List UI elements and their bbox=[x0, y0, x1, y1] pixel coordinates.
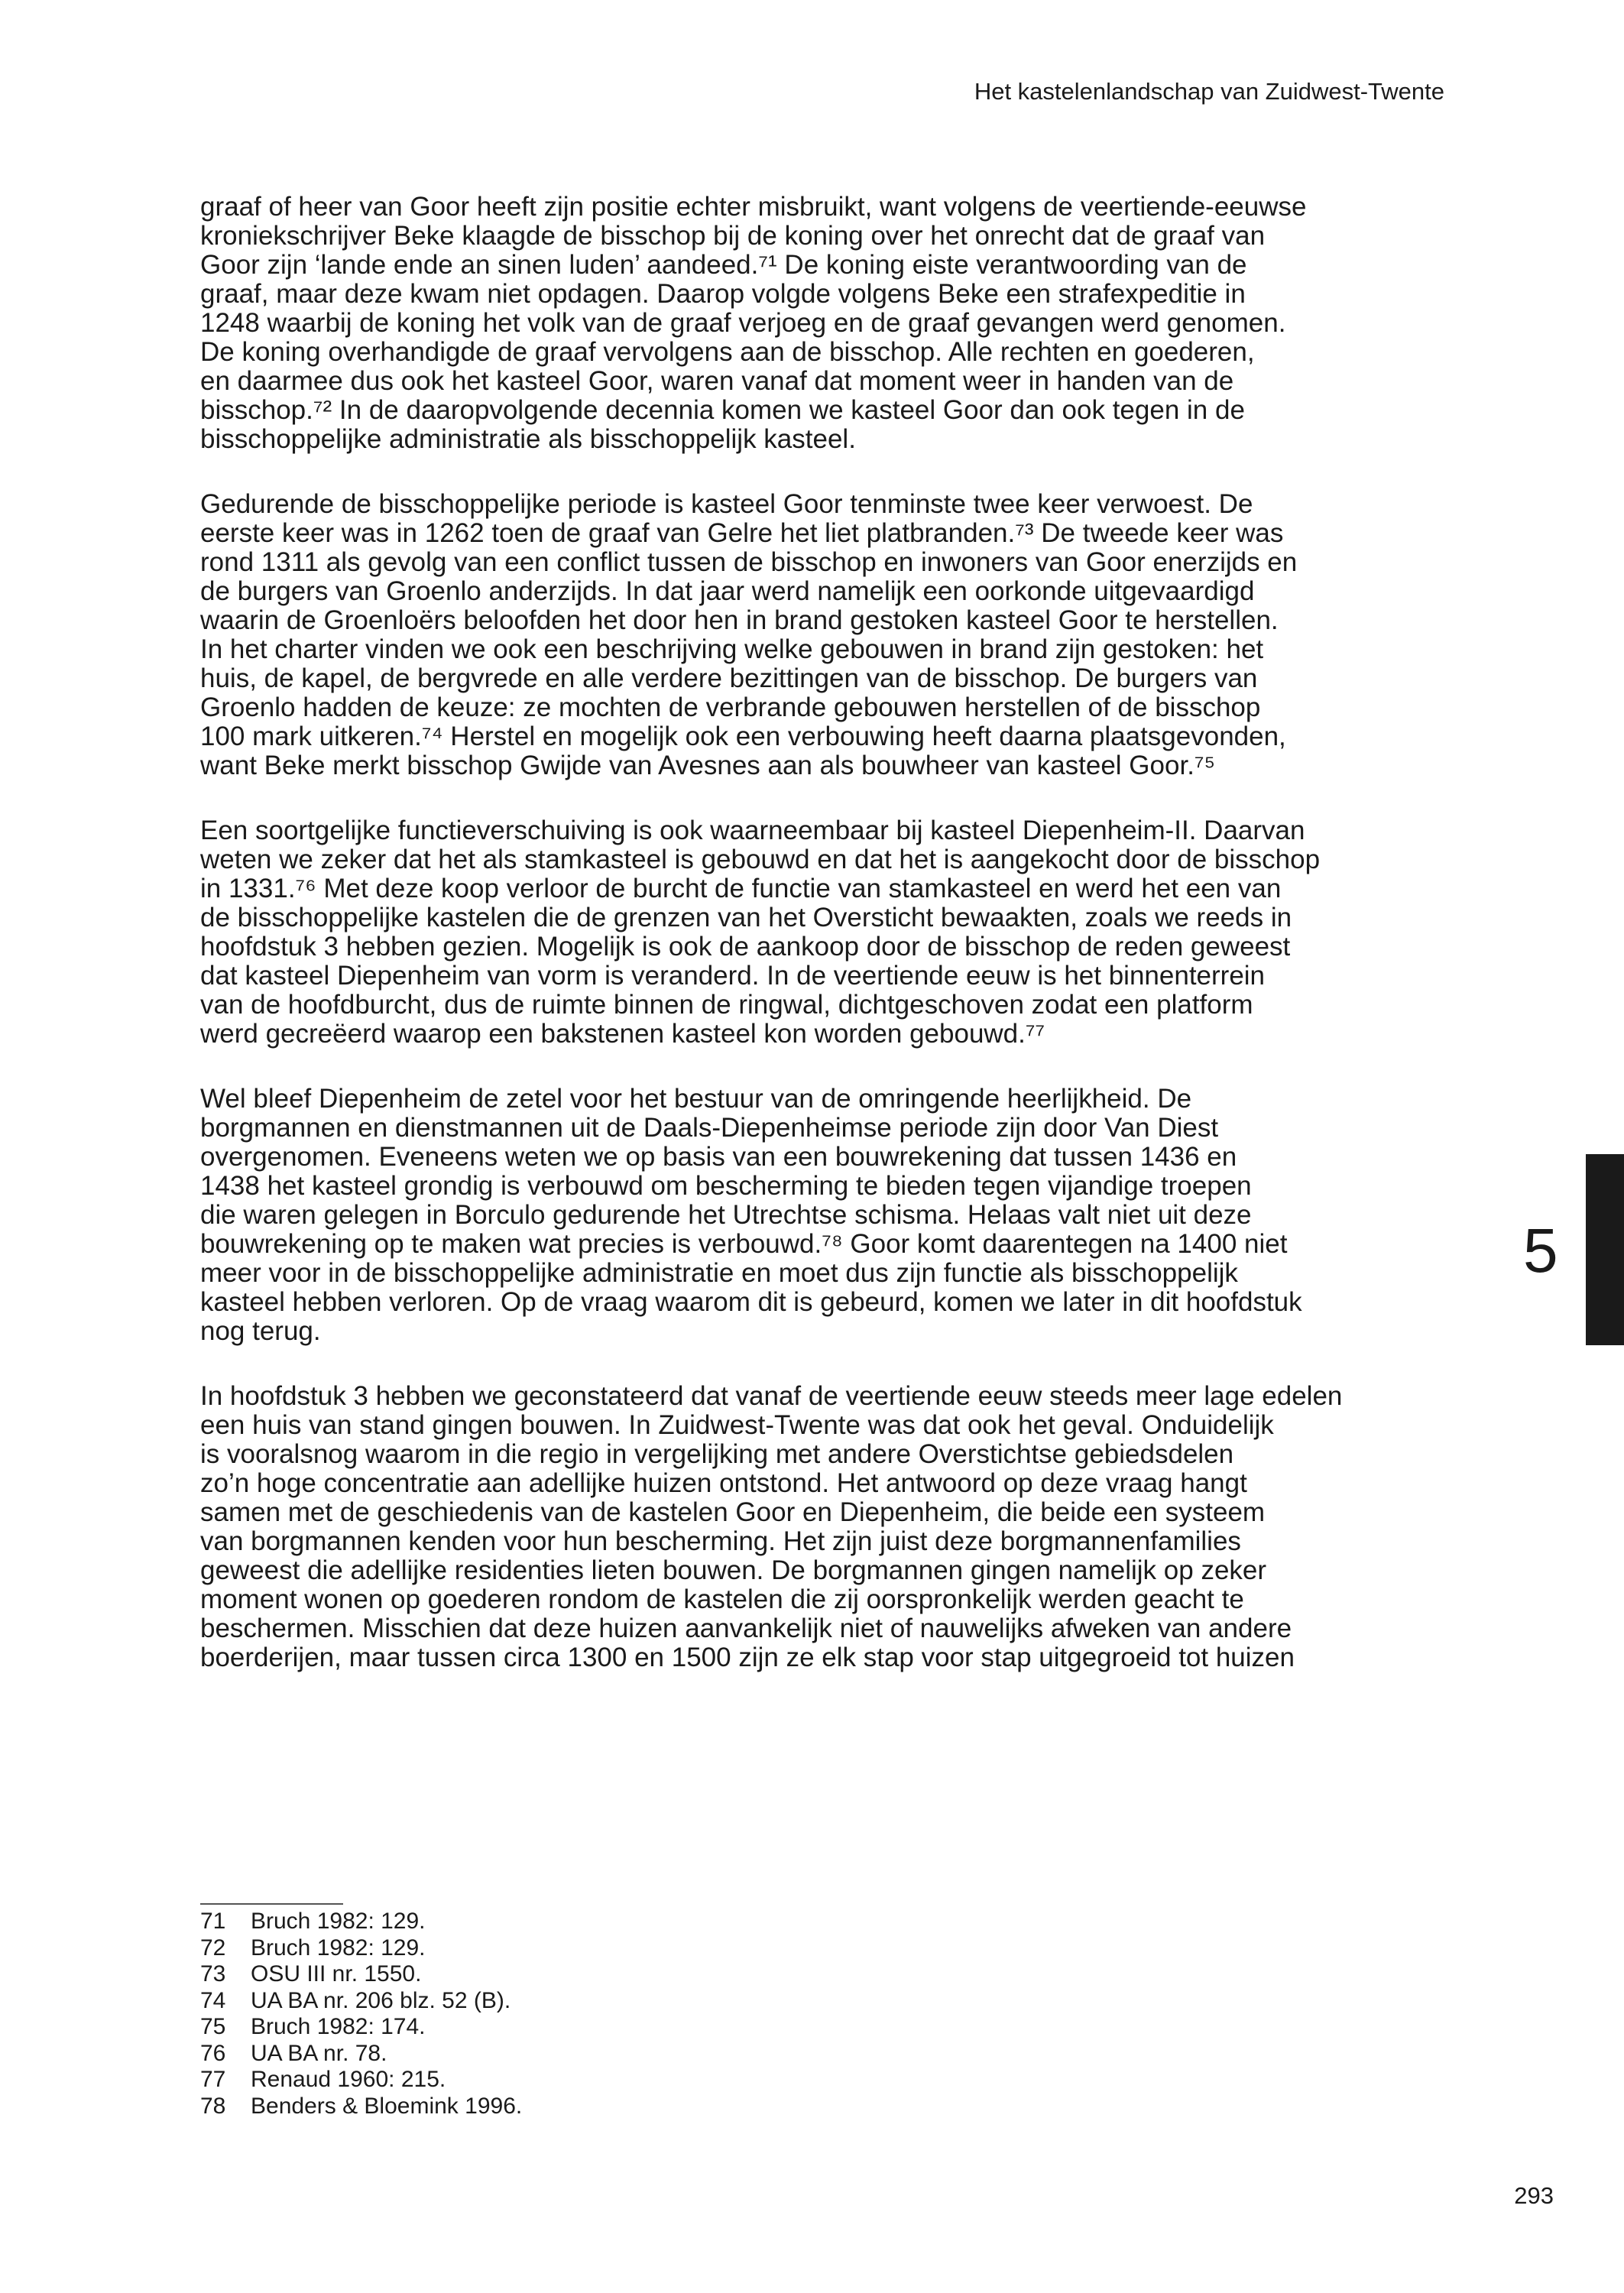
footnote bbox=[200, 2041, 522, 2068]
footnote-number: 71 bbox=[200, 1909, 226, 1934]
footnote-rule bbox=[200, 1903, 343, 1905]
paragraph: graaf of heer van Goor heeft zijn positie echter misbruikt, want volgens de veertiende-eeuwse kroniekschrijver Beke klaagde de bisschop bij de koning over het onrecht dat de graaf van Goor zijn ‘lande ende an sinen luden’ aandeed.⁷¹ De koning eiste verantwoording van de graaf, maar deze kwam niet opdagen. Daarop volgde volgens Beke een strafexpeditie in 1248 waarbij de koning het volk van de graaf verjoeg en de graaf gevangen werd genomen. De koning overhandigde de graaf vervolgens aan de bisschop. Alle rechten en goederen, en daarmee dus ook het kasteel Goor, waren vanaf dat moment weer in handen van de bisschop.⁷² In de daaropvolgende decennia komen we kasteel Goor dan ook tegen in de bisschoppelijke administratie als bisschoppelijk kasteel. bbox=[200, 192, 1307, 454]
footnote-number: 75 bbox=[200, 2014, 226, 2039]
footnote bbox=[200, 1961, 522, 1988]
footnote-text: OSU III nr. 1550. bbox=[251, 1961, 422, 1987]
paragraph: In hoofdstuk 3 hebben we geconstateerd dat vanaf de veertiende eeuw steeds meer lage edelen een huis van stand gingen bouwen. In Zuidwest-Twente was dat ook het geval. Onduidelijk is vooralsnog waarom in die regio in vergelijking met andere Overstichtse gebiedsdelen zo’n hoge concentratie aan adellijke huizen ontstond. Het antwoord op deze vraag hangt samen met de geschiedenis van de kastelen Goor en Diepenheim, die beide een systeem van borgmannen kenden voor hun bescherming. Het zijn juist deze borgmannenfamilies geweest die adellijke residenties lieten bouwen. De borgmannen gingen namelijk op zeker moment wonen op goederen rondom de kastelen die zij oorspronkelijk werden geacht te beschermen. Misschien dat deze huizen aanvankelijk niet of nauwelijks afweken van andere boerderijen, maar tussen circa 1300 en 1500 zijn ze elk stap voor stap uitgegroeid tot huizen bbox=[200, 1381, 1343, 1672]
footnote-number: 76 bbox=[200, 2040, 226, 2066]
footnote-text: UA BA nr. 78. bbox=[251, 2040, 387, 2066]
footnote bbox=[200, 1988, 522, 2015]
footnote bbox=[200, 2067, 522, 2094]
footnotes bbox=[200, 1909, 522, 2119]
chapter-number: 5 bbox=[1523, 1216, 1558, 1286]
paragraph: Gedurende de bisschoppelijke periode is kasteel Goor tenminste twee keer verwoest. De eerste keer was in 1262 toen de graaf van Gelre het liet platbranden.⁷³ De tweede keer was rond 1311 als gevolg van een conflict tussen de bisschop en inwoners van Goor enerzijds en de burgers van Groenlo anderzijds. In dat jaar werd namelijk een oorkonde uitgevaardigd waarin de Groenloërs beloofden het door hen in brand gestoken kasteel Goor te herstellen. In het charter vinden we ook een beschrijving welke gebouwen in brand zijn gestoken: het huis, de kapel, de bergvrede en alle verdere bezittingen van de bisschop. De burgers van Groenlo hadden de keuze: ze mochten de verbrande gebouwen herstellen of de bisschop 100 mark uitkeren.⁷⁴ Herstel en mogelijk ook een verbouwing heeft daarna plaatsgevonden, want Beke merkt bisschop Gwijde van Avesnes aan als bouwheer van kasteel Goor.⁷⁵ bbox=[200, 489, 1298, 780]
footnote-text: Benders & Bloemink 1996. bbox=[251, 2093, 523, 2119]
footnote bbox=[200, 1909, 522, 1935]
footnote-text: Bruch 1982: 129. bbox=[251, 1935, 426, 1961]
footnote bbox=[200, 2094, 522, 2120]
footnote-number: 77 bbox=[200, 2067, 226, 2092]
footnote-number: 78 bbox=[200, 2093, 226, 2119]
footnote-number: 74 bbox=[200, 1987, 226, 2013]
footnote bbox=[200, 1935, 522, 1962]
footnote-text: Renaud 1960: 215. bbox=[251, 2067, 446, 2092]
body-text bbox=[200, 193, 1442, 1672]
chapter-thumb-tab bbox=[1586, 1154, 1624, 1345]
paragraph: Een soortgelijke functieverschuiving is ook waarneembaar bij kasteel Diepenheim-II. Daarvan weten we zeker dat het als stamkasteel is gebouwd en dat het is aangekocht door de bisschop in 1331.⁷⁶ Met deze koop verloor de burcht de functie van stamkasteel en werd het een van de bisschoppelijke kastelen die de grenzen van het Oversticht bewaakten, zoals we reeds in hoofdstuk 3 hebben gezien. Mogelijk is ook de aankoop door de bisschop de reden geweest dat kasteel Diepenheim van vorm is veranderd. In de veertiende eeuw is het binnenterrein van de hoofdburcht, dus de ruimte binnen de ringwal, dichtgeschoven zodat een platform werd gecreëerd waarop een bakstenen kasteel kon worden gebouwd.⁷⁷ bbox=[200, 816, 1321, 1049]
footnote-number: 72 bbox=[200, 1935, 226, 1961]
running-head: Het kastelenlandschap van Zuidwest-Twente bbox=[974, 78, 1444, 105]
page-number: 293 bbox=[1514, 2182, 1554, 2209]
footnote bbox=[200, 2014, 522, 2041]
footnote-text: Bruch 1982: 129. bbox=[251, 1909, 426, 1934]
footnote-text: Bruch 1982: 174. bbox=[251, 2014, 426, 2039]
footnote-text: UA BA nr. 206 blz. 52 (B). bbox=[251, 1987, 511, 2013]
footnote-number: 73 bbox=[200, 1961, 226, 1987]
paragraph: Wel bleef Diepenheim de zetel voor het bestuur van de omringende heerlijkheid. De borgmannen en dienstmannen uit de Daals-Diepenheimse periode zijn door Van Diest overgenomen. Eveneens weten we op basis van een bouwrekening dat tussen 1436 en 1438 het kasteel grondig is verbouwd om bescherming te bieden tegen vijandige troepen die waren gelegen in Borculo gedurende het Utrechtse schisma. Helaas valt niet uit deze bouwrekening op te maken wat precies is verbouwd.⁷⁸ Goor komt daarentegen na 1400 niet meer voor in de bisschoppelijke administratie en moet dus zijn functie als bisschoppelijk kasteel hebben verloren. Op de vraag waarom dit is gebeurd, komen we later in dit hoofdstuk nog terug. bbox=[200, 1084, 1302, 1346]
